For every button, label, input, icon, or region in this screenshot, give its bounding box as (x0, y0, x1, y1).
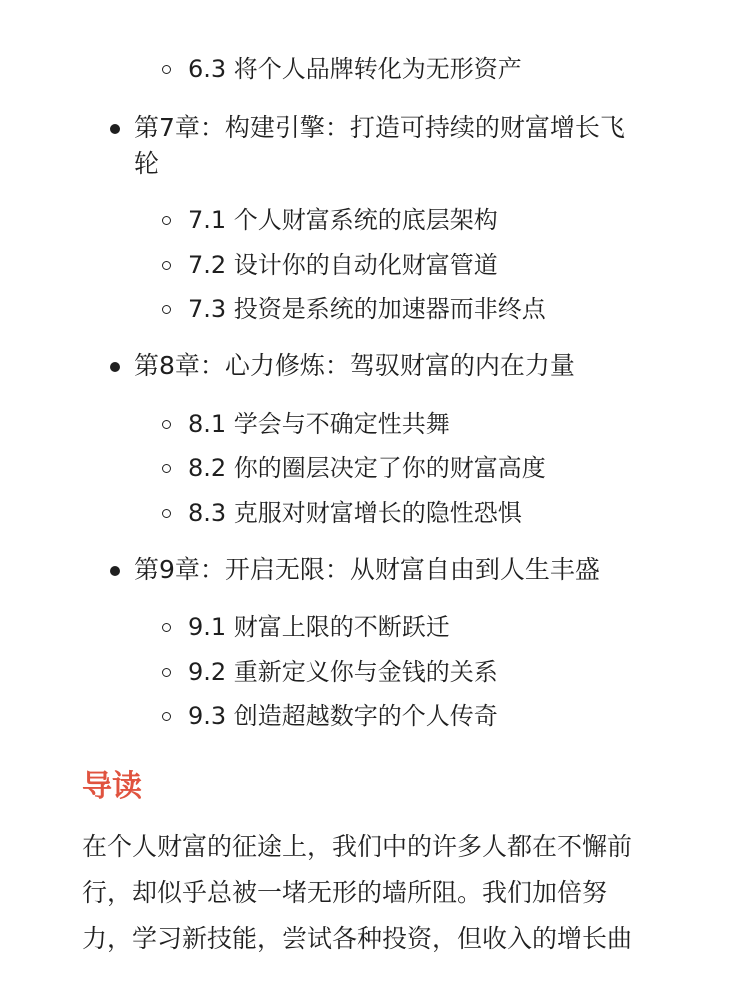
intro-heading: 导读 (82, 769, 142, 804)
chapter-bullet (110, 362, 120, 372)
chapter-8-title: 第8章：心力修炼：驾驭财富的内在力量 (134, 351, 575, 380)
sub-bullet (162, 623, 171, 632)
sub-bullet (162, 420, 171, 429)
section-8-1: 8.1 学会与不确定性共舞 (188, 410, 450, 438)
section-9-2: 9.2 重新定义你与金钱的关系 (188, 658, 498, 686)
sub-bullet (162, 65, 171, 74)
chapter-bullet (110, 566, 120, 576)
chapter-9-title: 第9章：开启无限：从财富自由到人生丰盛 (134, 555, 600, 584)
section-7-3: 7.3 投资是系统的加速器而非终点 (188, 295, 546, 323)
section-7-1: 7.1 个人财富系统的底层架构 (188, 206, 498, 234)
sub-bullet (162, 305, 171, 314)
section-7-2: 7.2 设计你的自动化财富管道 (188, 251, 498, 279)
sub-bullet (162, 668, 171, 677)
sub-bullet (162, 509, 171, 518)
intro-paragraph-line-3: 力，学习新技能，尝试各种投资，但收入的增长曲 (82, 924, 633, 953)
chapter-7-title: 第7章：构建引擎：打造可持续的财富增长飞 (134, 113, 625, 142)
chapter-7-title-wrap: 轮 (134, 149, 160, 178)
sub-bullet (162, 261, 171, 270)
section-8-2: 8.2 你的圈层决定了你的财富高度 (188, 454, 546, 482)
section-6-3: 6.3 将个人品牌转化为无形资产 (188, 55, 522, 83)
chapter-bullet (110, 124, 120, 134)
sub-bullet (162, 216, 171, 225)
section-9-1: 9.1 财富上限的不断跃迁 (188, 613, 450, 641)
section-9-3: 9.3 创造超越数字的个人传奇 (188, 702, 498, 730)
sub-bullet (162, 464, 171, 473)
intro-paragraph-line-1: 在个人财富的征途上，我们中的许多人都在不懈前 (82, 832, 633, 861)
sub-bullet (162, 712, 171, 721)
section-8-3: 8.3 克服对财富增长的隐性恐惧 (188, 499, 522, 527)
intro-paragraph-line-2: 行，却似乎总被一堵无形的墙所阻。我们加倍努 (82, 878, 608, 907)
